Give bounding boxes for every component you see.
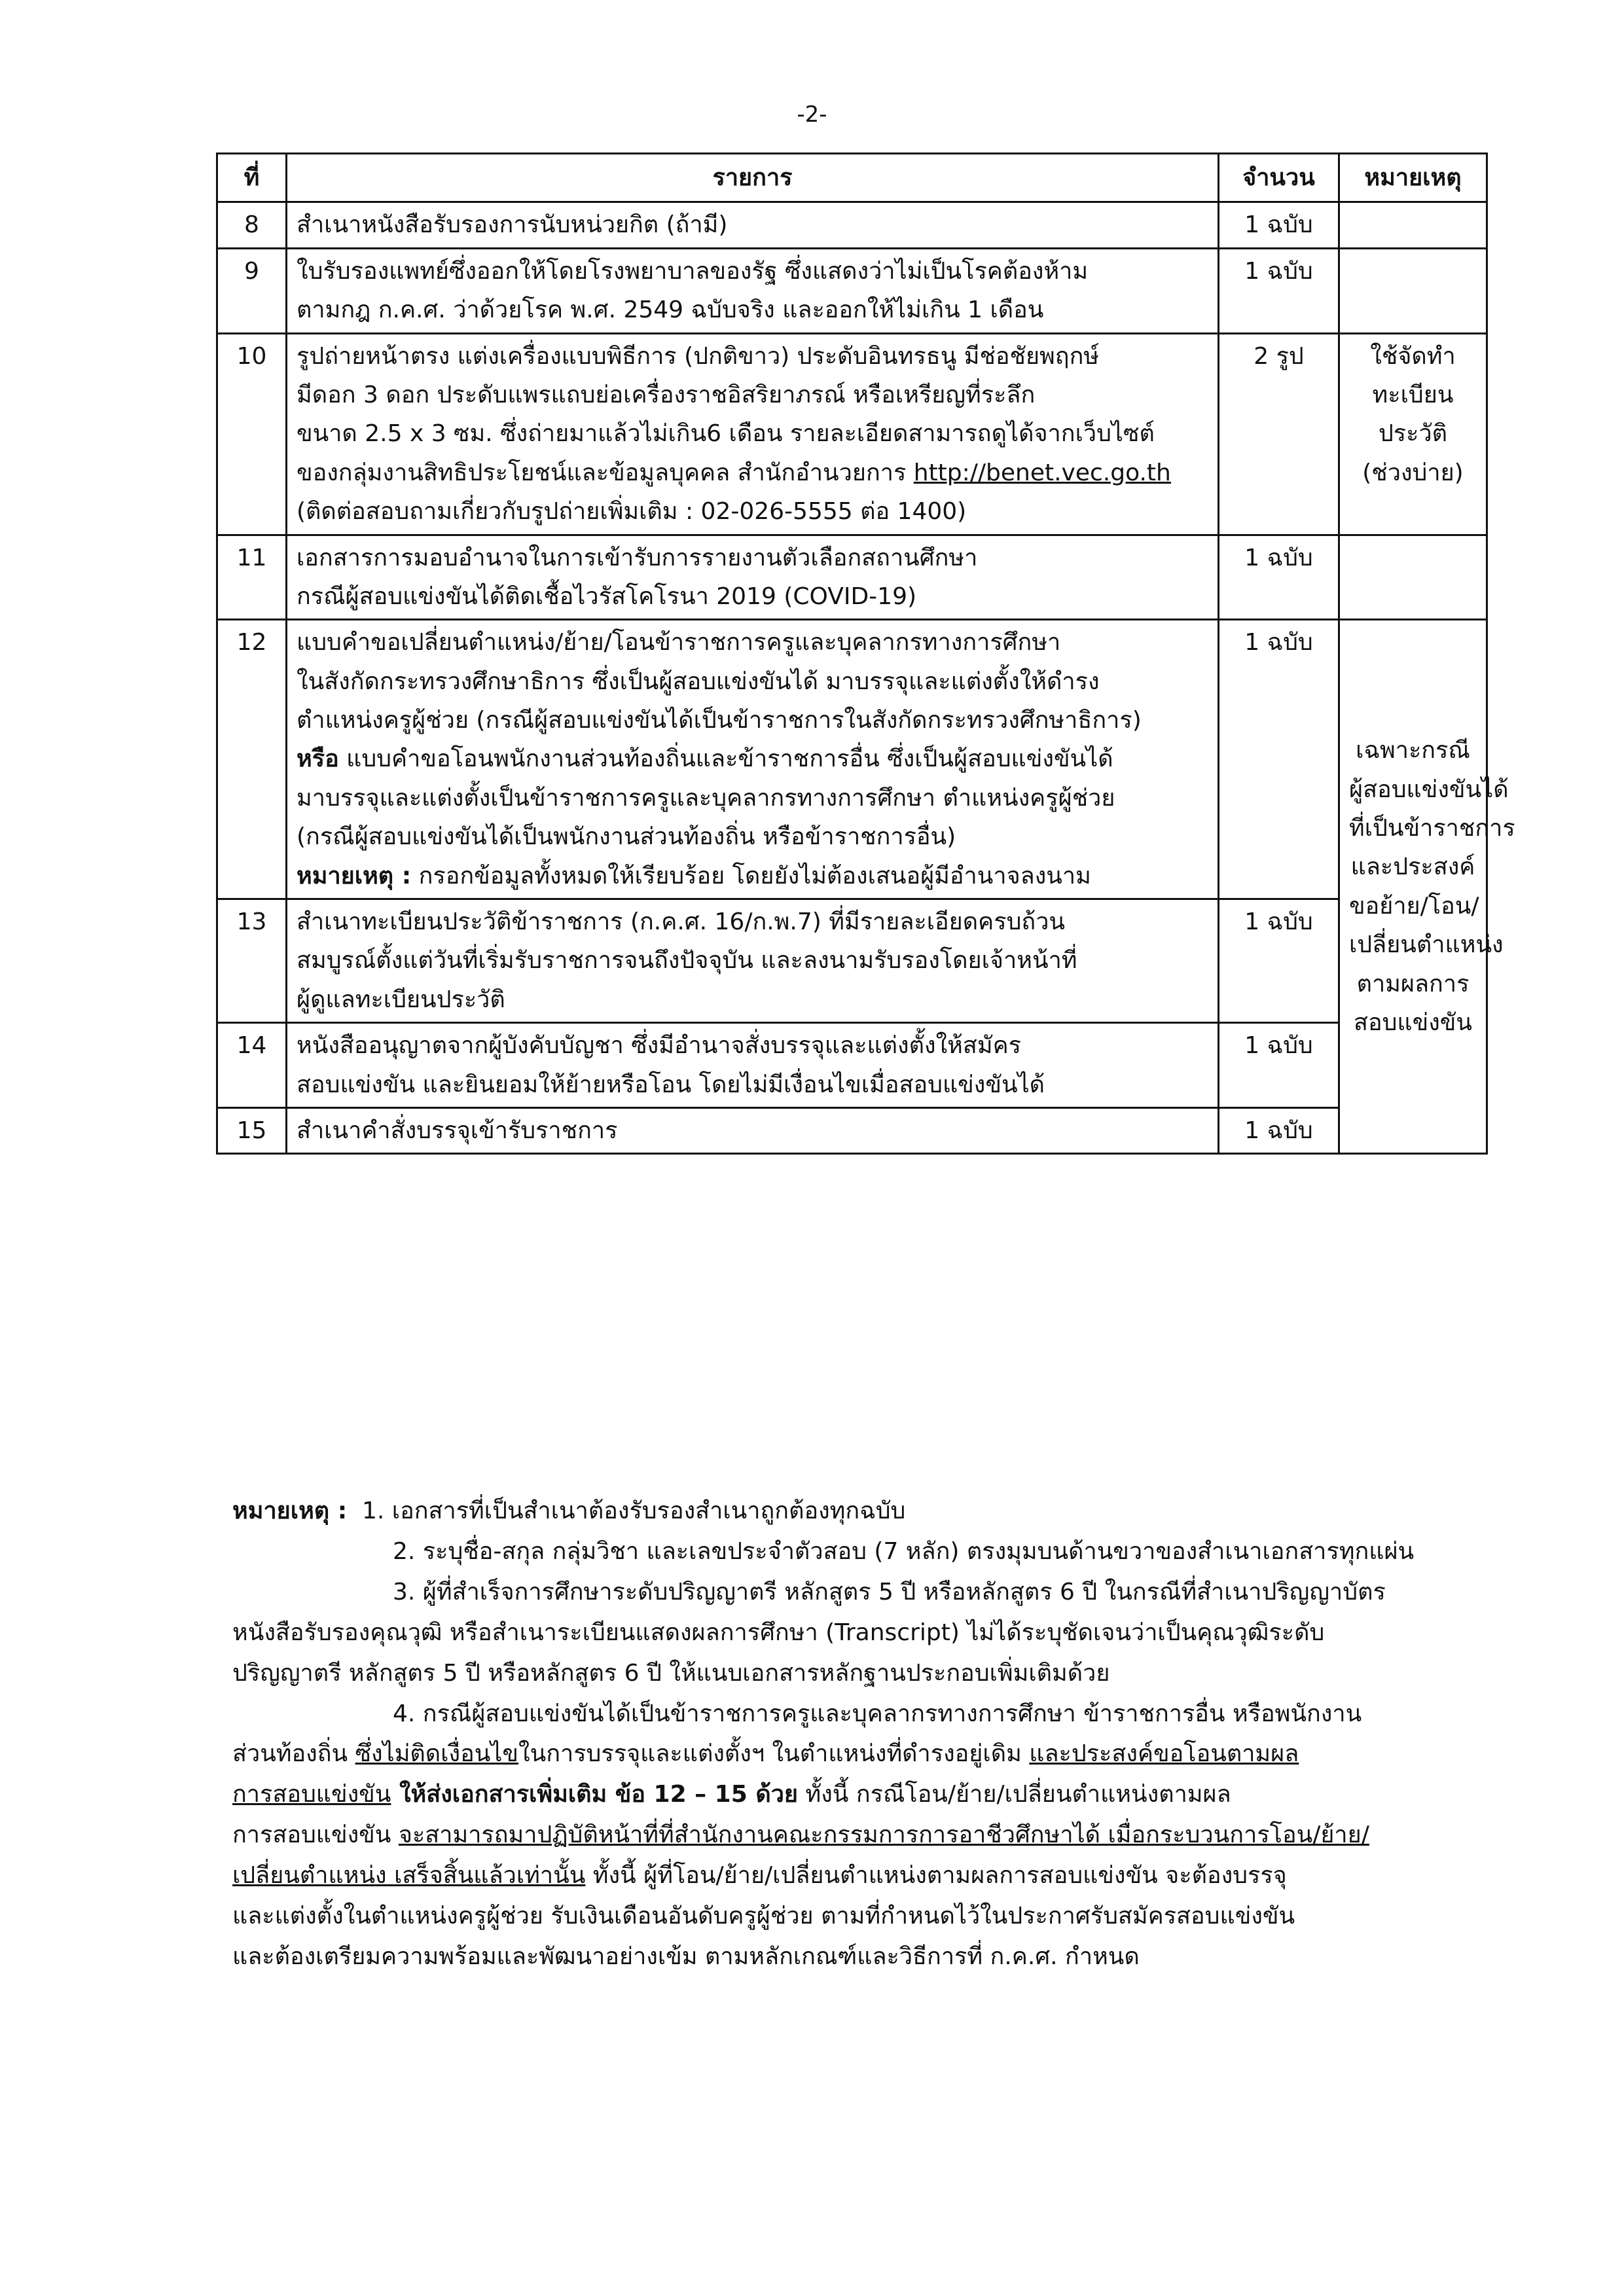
description-line: เอกสารการมอบอำนาจในการเข้ารับการรายงานตัวเลือกสถานศึกษา: [297, 544, 978, 571]
document-checklist-table: [216, 152, 1515, 1155]
row-description: [287, 1023, 1219, 1108]
note-3-line: หนังสือรับรองคุณวุฒิ หรือสำเนาระเบียนแสดงผลการศึกษา (Transcript) ไม่ได้ระบุชัดเจนว่าเป็นคุณวุฒิระดับ: [232, 1619, 1325, 1646]
remark-line: เฉพาะกรณี: [1356, 737, 1470, 764]
remark-line: ใช้จัดทำ: [1370, 342, 1456, 370]
description-line: (ติดต่อสอบถามเกี่ยวกับรูปถ่ายเพิ่มเติม : 02-026-5555 ต่อ 1400): [297, 498, 967, 526]
row-description: [287, 1107, 1219, 1153]
note-3-line: 3. ผู้ที่สำเร็จการศึกษาระดับปริญญาตรี หลักสูตร 5 ปี หรือหลักสูตร 6 ปี ในกรณีที่สำเนาปริญญาบัตร: [393, 1578, 1386, 1605]
note-underlined-text: และประสงค์ขอโอนตามผล: [1029, 1740, 1299, 1768]
row-quantity: 1 ฉบับ: [1219, 1023, 1339, 1108]
note-text: ส่วนท้องถิ่น: [232, 1740, 355, 1768]
row-number: 9: [217, 248, 287, 333]
row-remark: [1339, 248, 1487, 333]
description-line: มาบรรจุและแต่งตั้งเป็นข้าราชการครูและบุคลากรทางการศึกษา ตำแหน่งครูผู้ช่วย: [297, 784, 1115, 812]
row-description: [287, 620, 1219, 899]
note-text: ทั้งนี้ กรณีโอน/ย้าย/เปลี่ยนตำแหน่งตามผล: [798, 1781, 1231, 1808]
description-text: ของกลุ่มงานสิทธิประโยชน์และข้อมูลบุคคล สำนักอำนวยการ: [297, 459, 914, 486]
description-line: รูปถ่ายหน้าตรง แต่งเครื่องแบบพิธีการ (ปกติขาว) ประดับอินทรธนู มีช่อชัยพฤกษ์: [297, 342, 1100, 370]
note-4-line: [232, 1815, 1486, 1856]
table-row: [217, 535, 1487, 620]
remark-line: ทะเบียน: [1372, 381, 1454, 408]
remark-line: สอบแข่งขัน: [1353, 1009, 1473, 1036]
remark-line: ที่เป็นข้าราชการ: [1349, 815, 1515, 842]
note-4-line: 4. กรณีผู้สอบแข่งขันได้เป็นข้าราชการครูและบุคลากรทางการศึกษา ข้าราชการอื่น หรือพนักงาน: [393, 1700, 1362, 1727]
row-quantity: 1 ฉบับ: [1219, 202, 1339, 248]
note-1: [232, 1491, 1486, 1532]
row-description: [287, 248, 1219, 333]
row-description: [287, 899, 1219, 1023]
notes-label: หมายเหตุ :: [232, 1498, 348, 1524]
description-line: สำเนาคำสั่งบรรจุเข้ารับราชการ: [297, 1117, 618, 1144]
row-remark: [1339, 202, 1487, 248]
note-text: ทั้งนี้ ผู้ที่โอน/ย้าย/เปลี่ยนตำแหน่งตามผลการสอบแข่งขัน จะต้องบรรจุ: [585, 1862, 1287, 1890]
description-text: แบบคำขอโอนพนักงานส่วนท้องถิ่นและข้าราชการอื่น ซึ่งเป็นผู้สอบแข่งขันได้: [338, 745, 1113, 773]
description-line: สมบูรณ์ตั้งแต่วันที่เริ่มรับราชการจนถึงปัจจุบัน และลงนามรับรองโดยเจ้าหน้าที่: [297, 947, 1077, 975]
row-number: 12: [217, 620, 287, 899]
note-underlined-text: การสอบแข่งขัน: [232, 1781, 391, 1808]
description-line: แบบคำขอเปลี่ยนตำแหน่ง/ย้าย/โอนข้าราชการครูและบุคลากรทางการศึกษา: [297, 629, 1061, 656]
description-line: สำเนาหนังสือรับรองการนับหน่วยกิต (ถ้ามี): [297, 211, 728, 239]
table-row: [217, 1107, 1487, 1153]
note-2: 2. ระบุชื่อ-สกุล กลุ่มวิชา และเลขประจำตัวสอบ (7 หลัก) ตรงมุมบนด้านขวาของสำเนาเอกสารทุกแผ่น: [393, 1537, 1415, 1565]
description-line: ใบรับรองแพทย์ซึ่งออกให้โดยโรงพยาบาลของรัฐ ซึ่งแสดงว่าไม่เป็นโรคต้องห้าม: [297, 257, 1089, 285]
note-4-line: และแต่งตั้งในตำแหน่งครูผู้ช่วย รับเงินเดือนอันดับครูผู้ช่วย ตามที่กำหนดไว้ในประกาศรับสมัครสอบแข่งขัน: [232, 1903, 1295, 1930]
note-label: หมายเหตุ :: [297, 862, 412, 889]
description-line: ตำแหน่งครูผู้ช่วย (กรณีผู้สอบแข่งขันได้เป็นข้าราชการในสังกัดกระทรวงศึกษาธิการ): [297, 707, 1142, 734]
description-line: สอบแข่งขัน และยินยอมให้ย้ายหรือโอน โดยไม่มีเงื่อนไขเมื่อสอบแข่งขันได้: [297, 1071, 1045, 1098]
or-label: หรือ: [297, 745, 339, 773]
description-line: ตามกฎ ก.ค.ศ. ว่าด้วยโรค พ.ศ. 2549 ฉบับจริง และออกให้ไม่เกิน 1 เดือน: [297, 296, 1044, 324]
remark-line: ตามผลการ: [1356, 970, 1470, 997]
description-line: [297, 740, 1208, 778]
remark-line: ผู้สอบแข่งขันได้: [1349, 776, 1509, 803]
description-line: (กรณีผู้สอบแข่งขันได้เป็นพนักงานส่วนท้องถิ่น หรือข้าราชการอื่น): [297, 823, 956, 851]
note-bold-text: ให้ส่งเอกสารเพิ่มเติม ข้อ 12 – 15 ด้วย: [391, 1781, 799, 1808]
description-text: กรอกข้อมูลทั้งหมดให้เรียบร้อย โดยยังไม่ต้องเสนอผู้มีอำนาจลงนาม: [411, 862, 1091, 889]
remark-line: และประสงค์: [1350, 853, 1475, 881]
row-description: [287, 535, 1219, 620]
row-number: 13: [217, 899, 287, 1023]
table-row: [217, 899, 1487, 1023]
merged-remark: [1339, 620, 1515, 1154]
row-quantity: 1 ฉบับ: [1219, 899, 1339, 1023]
row-remark: [1339, 333, 1487, 535]
row-number: 11: [217, 535, 287, 620]
header-qty: จำนวน: [1219, 154, 1339, 202]
page-number: -2-: [797, 101, 827, 128]
description-line: หนังสืออนุญาตจากผู้บังคับบัญชา ซึ่งมีอำนาจสั่งบรรจุและแต่งตั้งให้สมัคร: [297, 1032, 1021, 1060]
table-row: [217, 1023, 1487, 1108]
description-line: ขนาด 2.5 x 3 ซม. ซึ่งถ่ายมาแล้วไม่เกิน6 เดือน รายละเอียดสามารถดูได้จากเว็บไซต์: [297, 420, 1155, 448]
description-line: มีดอก 3 ดอก ประดับแพรแถบย่อเครื่องราชอิสริยาภรณ์ หรือเหรียญที่ระลึก: [297, 381, 1036, 408]
header-no: ที่: [217, 154, 287, 202]
row-number: 10: [217, 333, 287, 535]
note-4-line: [232, 1734, 1486, 1774]
row-quantity: 1 ฉบับ: [1219, 535, 1339, 620]
header-item: รายการ: [287, 154, 1219, 202]
header-remark: หมายเหตุ: [1339, 154, 1487, 202]
description-line: ในสังกัดกระทรวงศึกษาธิการ ซึ่งเป็นผู้สอบแข่งขันได้ มาบรรจุและแต่งตั้งให้ดำรง: [297, 668, 1100, 695]
table-row: [217, 333, 1487, 535]
description-line: [297, 857, 1208, 895]
table-row: [217, 620, 1487, 899]
note-4-line: [232, 1774, 1486, 1815]
note-underlined-text: เปลี่ยนตำแหน่ง เสร็จสิ้นแล้วเท่านั้น: [232, 1862, 586, 1890]
note-underlined-text: จะสามารถมาปฏิบัติหน้าที่ที่สำนักงานคณะกรรมการการอาชีวศึกษาได้ เมื่อกระบวนการโอน/ย้าย/: [398, 1821, 1369, 1849]
remark-line: ขอย้าย/โอน/: [1349, 892, 1479, 920]
note-text: การสอบแข่งขัน: [232, 1821, 399, 1849]
row-description: [287, 202, 1219, 248]
description-line: ผู้ดูแลทะเบียนประวัติ: [297, 986, 505, 1013]
note-text: 1. เอกสารที่เป็นสำเนาต้องรับรองสำเนาถูกต้องทุกฉบับ: [362, 1498, 906, 1524]
description-line: กรณีผู้สอบแข่งขันได้ติดเชื้อไวรัสโคโรนา 2019 (COVID-19): [297, 583, 917, 610]
note-4-line: [232, 1856, 1486, 1896]
row-number: 8: [217, 202, 287, 248]
description-line: [297, 454, 1208, 492]
table-header-row: [217, 154, 1487, 202]
remark-line: (ช่วงบ่าย): [1362, 459, 1464, 486]
table-row: [217, 248, 1487, 333]
remark-line: ประวัติ: [1378, 420, 1448, 448]
row-quantity: 1 ฉบับ: [1219, 1107, 1339, 1153]
row-quantity: 2 รูป: [1219, 333, 1339, 535]
table-row: [217, 202, 1487, 248]
note-3-line: ปริญญาตรี หลักสูตร 5 ปี หรือหลักสูตร 6 ปี ให้แนบเอกสารหลักฐานประกอบเพิ่มเติมด้วย: [232, 1659, 1110, 1687]
notes-section: [232, 1491, 1486, 1977]
row-number: 15: [217, 1107, 287, 1153]
note-text: ในการบรรจุและแต่งตั้งฯ ในตำแหน่งที่ดำรงอยู่เดิม: [518, 1740, 1030, 1768]
row-description: [287, 333, 1219, 535]
description-line: สำเนาทะเบียนประวัติข้าราชการ (ก.ค.ศ. 16/ก.พ.7) ที่มีรายละเอียดครบถ้วน: [297, 908, 1066, 936]
benet-website-link[interactable]: http://benet.vec.go.th: [913, 459, 1171, 486]
row-quantity: 1 ฉบับ: [1219, 620, 1339, 899]
remark-line: เปลี่ยนตำแหน่ง: [1349, 931, 1504, 959]
row-remark: [1339, 535, 1487, 620]
note-4-line: และต้องเตรียมความพร้อมและพัฒนาอย่างเข้ม ตามหลักเกณฑ์และวิธีการที่ ก.ค.ศ. กำหนด: [232, 1943, 1140, 1970]
row-quantity: 1 ฉบับ: [1219, 248, 1339, 333]
note-underlined-text: ซึ่งไม่ติดเงื่อนไข: [355, 1740, 519, 1768]
row-number: 14: [217, 1023, 287, 1108]
